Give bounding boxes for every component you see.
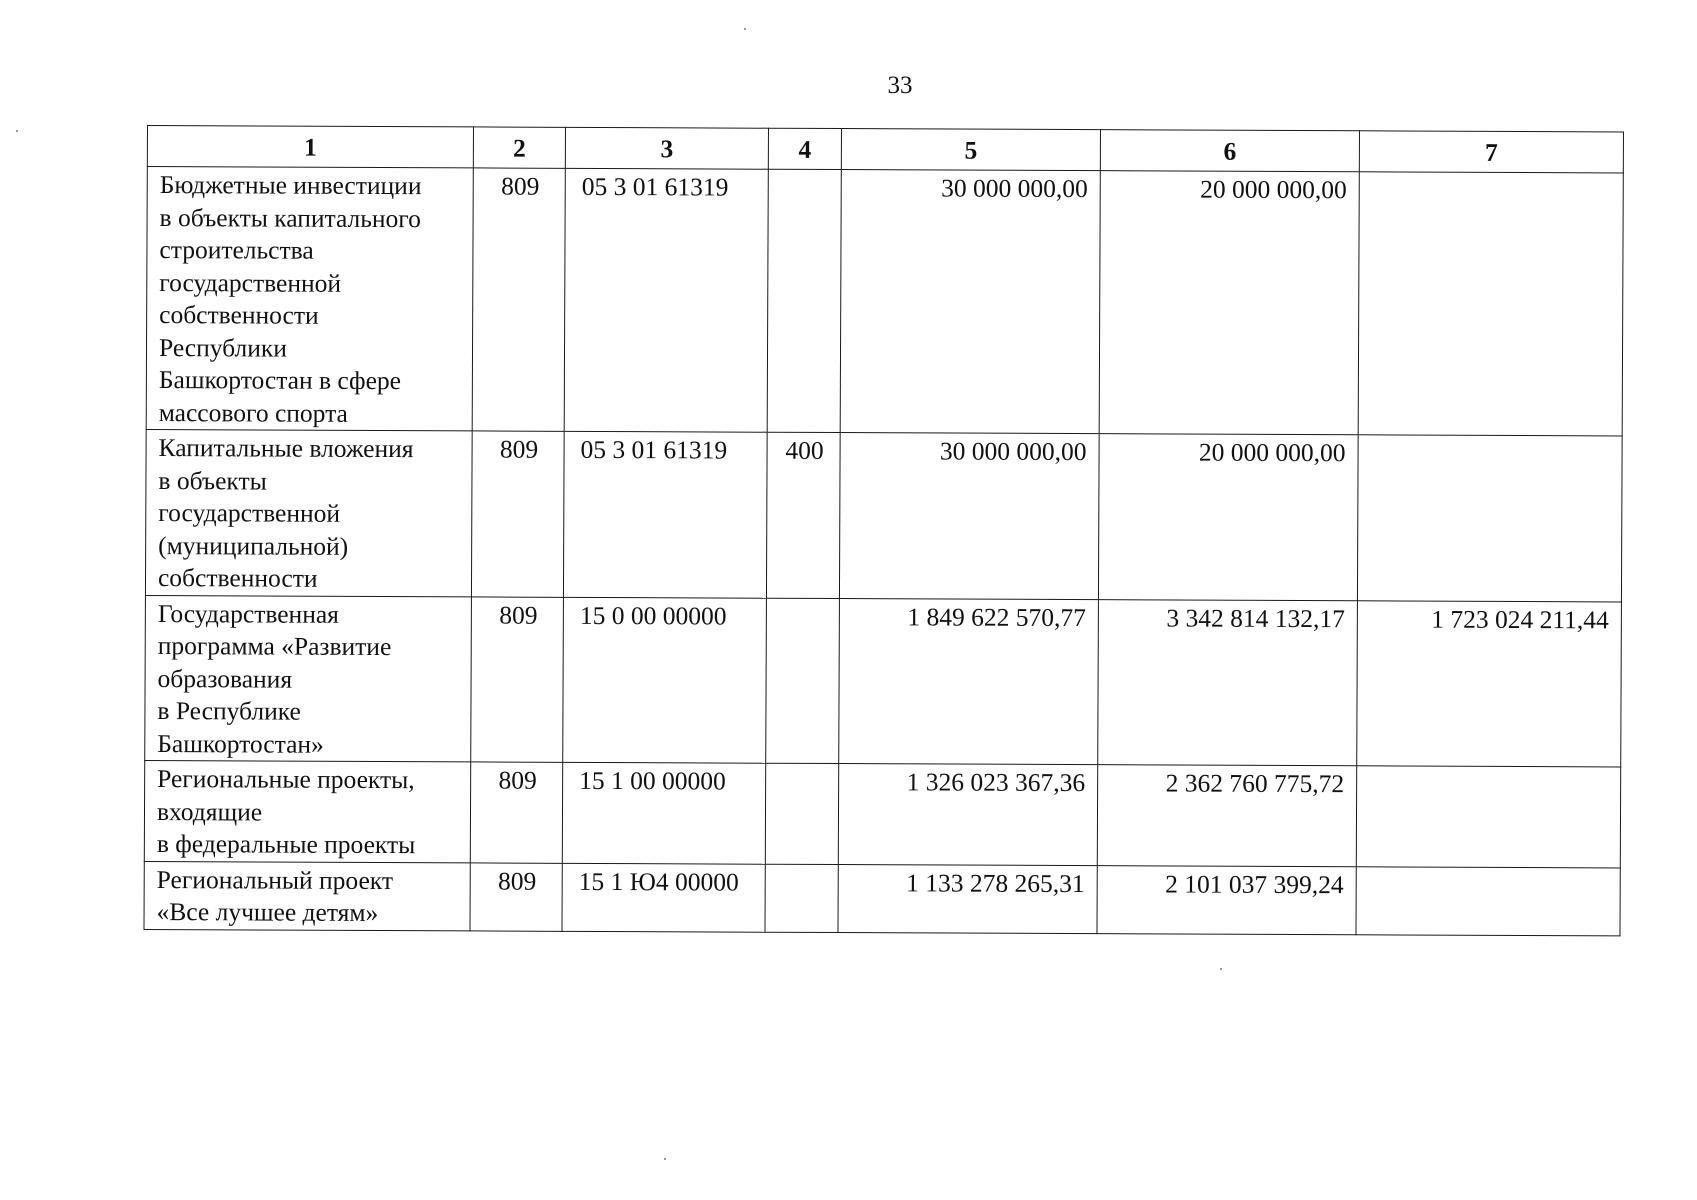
amount-col6-cell: 2 362 760 775,72 <box>1097 765 1356 867</box>
target-article-cell: 05 3 01 61319 <box>563 431 767 597</box>
amount-col6-cell: 20 000 000,00 <box>1098 434 1358 601</box>
amount-col5-cell: 30 000 000,00 <box>839 433 1099 600</box>
row-name-cell: Капитальные вложения в объекты государственной (муниципальной) собственности <box>145 429 472 596</box>
scan-speck <box>664 1158 666 1160</box>
header-col-7: 7 <box>1359 131 1623 173</box>
ministry-code-cell: 809 <box>471 431 564 597</box>
expense-type-cell <box>765 864 838 932</box>
scan-speck <box>16 130 18 132</box>
amount-col5-cell: 1 326 023 367,36 <box>838 764 1097 866</box>
expense-type-cell <box>765 763 838 864</box>
amount-col5-cell: 1 133 278 265,31 <box>838 864 1097 933</box>
budget-table-wrapper <box>143 125 1623 936</box>
budget-table <box>143 125 1623 936</box>
header-col-5: 5 <box>841 129 1100 171</box>
amount-col6-cell: 2 101 037 399,24 <box>1097 865 1356 934</box>
target-article-cell: 15 1 Ю4 00000 <box>562 863 765 932</box>
table-row <box>144 760 1620 867</box>
page-number: 33 <box>887 72 913 99</box>
row-name-cell: Бюджетные инвестиции в объекты капитального строительства государственной собственности Республики Башкортостан в сфере массового спорта <box>146 167 473 431</box>
table-row <box>145 595 1622 767</box>
amount-col7-cell <box>1358 172 1623 436</box>
ministry-code-cell: 809 <box>471 596 564 762</box>
table-header-row <box>147 126 1623 173</box>
row-name-cell: Государственная программа «Развитие образования в Республике Башкортостан» <box>145 595 472 762</box>
scan-speck <box>1220 968 1222 970</box>
amount-col6-cell: 3 342 814 132,17 <box>1098 599 1358 766</box>
header-col-6: 6 <box>1100 130 1359 172</box>
amount-col6-cell: 20 000 000,00 <box>1099 171 1359 435</box>
expense-type-cell <box>766 598 840 764</box>
amount-col7-cell: 1 723 024 211,44 <box>1357 600 1622 767</box>
header-col-2: 2 <box>473 127 565 168</box>
amount-col5-cell: 30 000 000,00 <box>840 170 1100 434</box>
header-col-4: 4 <box>768 128 841 169</box>
expense-type-cell <box>767 169 841 432</box>
ministry-code-cell: 809 <box>470 862 562 930</box>
ministry-code-cell: 809 <box>472 168 565 431</box>
amount-col7-cell <box>1357 435 1622 602</box>
target-article-cell: 15 1 00 00000 <box>562 762 765 863</box>
table-row <box>146 167 1623 436</box>
table-row <box>145 429 1622 601</box>
scan-speck <box>744 28 746 30</box>
row-name-cell: Региональные проекты, входящие в федеральные проекты <box>144 760 470 862</box>
amount-col7-cell <box>1356 766 1620 868</box>
amount-col5-cell: 1 849 622 570,77 <box>839 598 1099 765</box>
expense-type-cell: 400 <box>766 432 840 598</box>
header-col-3: 3 <box>565 127 768 169</box>
table-row <box>144 861 1620 935</box>
target-article-cell: 15 0 00 00000 <box>563 597 767 763</box>
amount-col7-cell <box>1356 866 1620 935</box>
target-article-cell: 05 3 01 61319 <box>564 168 768 432</box>
row-name-cell: Региональный проект «Все лучшее детям» <box>144 861 470 930</box>
header-col-1: 1 <box>147 126 473 168</box>
ministry-code-cell: 809 <box>470 762 562 863</box>
